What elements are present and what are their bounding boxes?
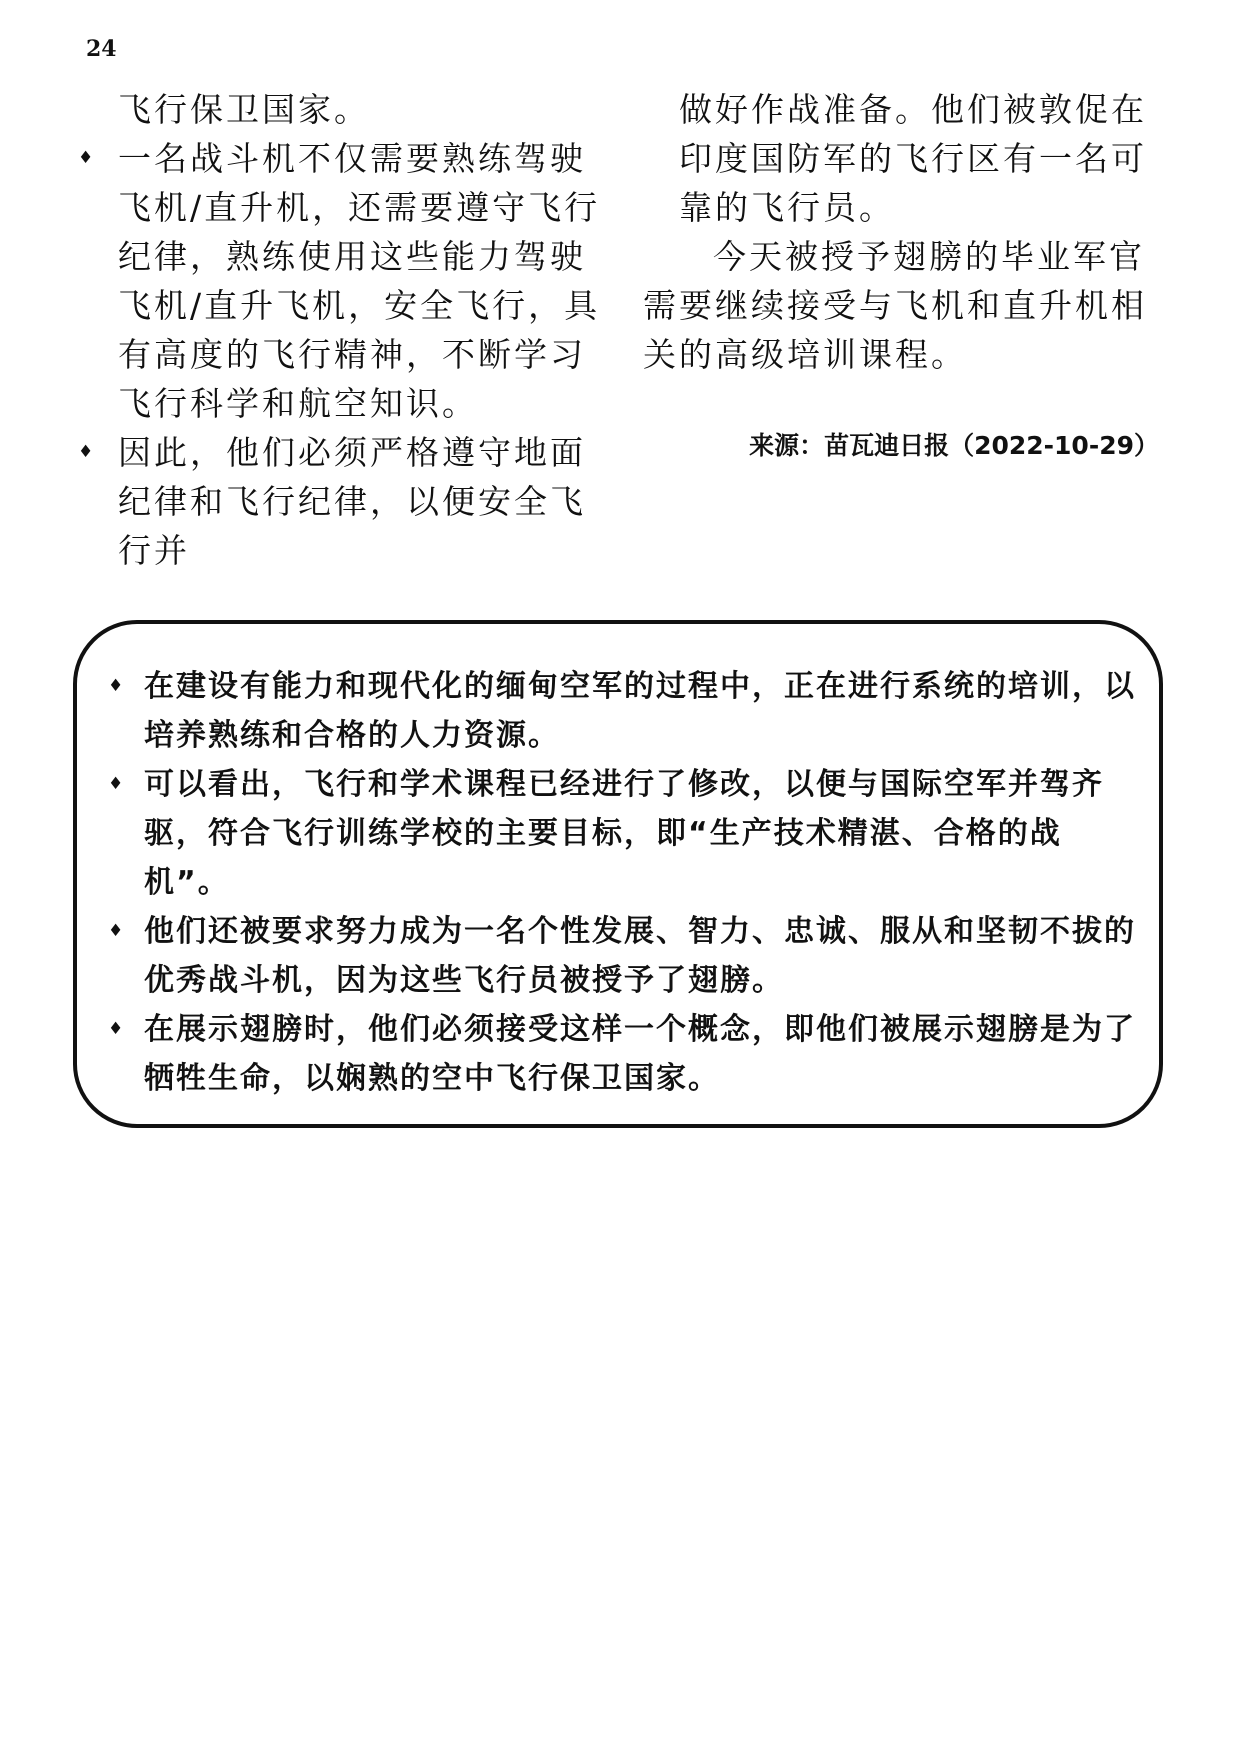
diamond-bullet-icon: ♦ [108, 774, 124, 794]
summary-item [108, 907, 1144, 1005]
summary-list [108, 662, 1144, 1103]
right-paragraph: 今天被授予翅膀的毕业军官需要继续接受与飞机和直升机相关的高级培训课程。 [643, 237, 1147, 374]
diamond-bullet-icon: ♦ [108, 676, 124, 696]
left-column [78, 85, 606, 575]
left-bullet-text: 一名战斗机不仅需要熟练驾驶飞机/直升机，还需要遵守飞行纪律，熟练使用这些能力驾驶飞机/直升飞机，安全飞行，具有高度的飞行精神，不断学习飞行科学和航空知识。 [118, 139, 601, 423]
page-number: 24 [86, 36, 117, 62]
summary-item-text: 可以看出，飞行和学术课程已经进行了修改，以便与国际空军并驾齐驱，符合飞行训练学校的主要目标，即“生产技术精湛、合格的战机”。 [144, 767, 1104, 900]
right-continuation-text: 做好作战准备。他们被敦促在印度国防军的飞行区有一名可靠的飞行员。 [679, 90, 1147, 227]
diamond-bullet-icon: ♦ [78, 442, 94, 462]
summary-item-text: 在展示翅膀时，他们必须接受这样一个概念，即他们被展示翅膀是为了牺牲生命，以娴熟的空中飞行保卫国家。 [144, 1012, 1136, 1096]
left-continuation-text: 飞行保卫国家。 [118, 90, 370, 129]
left-bullet-item [78, 134, 606, 428]
source-citation: 来源：苗瓦迪日报（2022-10-29） [749, 431, 1159, 460]
summary-item-text: 在建设有能力和现代化的缅甸空军的过程中，正在进行系统的培训，以培养熟练和合格的人力资源。 [144, 669, 1136, 753]
diamond-bullet-icon: ♦ [78, 148, 94, 168]
left-bullet-text: 因此，他们必须严格遵守地面纪律和飞行纪律，以便安全飞行并 [118, 433, 586, 570]
summary-item [108, 1005, 1144, 1103]
diamond-bullet-icon: ♦ [108, 921, 124, 941]
diamond-bullet-icon: ♦ [108, 1019, 124, 1039]
summary-item [108, 760, 1144, 907]
summary-item [108, 662, 1144, 760]
left-bullet-item [78, 428, 606, 575]
summary-box [73, 620, 1163, 1128]
summary-item-text: 他们还被要求努力成为一名个性发展、智力、忠诚、服从和坚韧不拔的优秀战斗机，因为这些飞行员被授予了翅膀。 [144, 914, 1136, 998]
right-column [643, 85, 1167, 470]
